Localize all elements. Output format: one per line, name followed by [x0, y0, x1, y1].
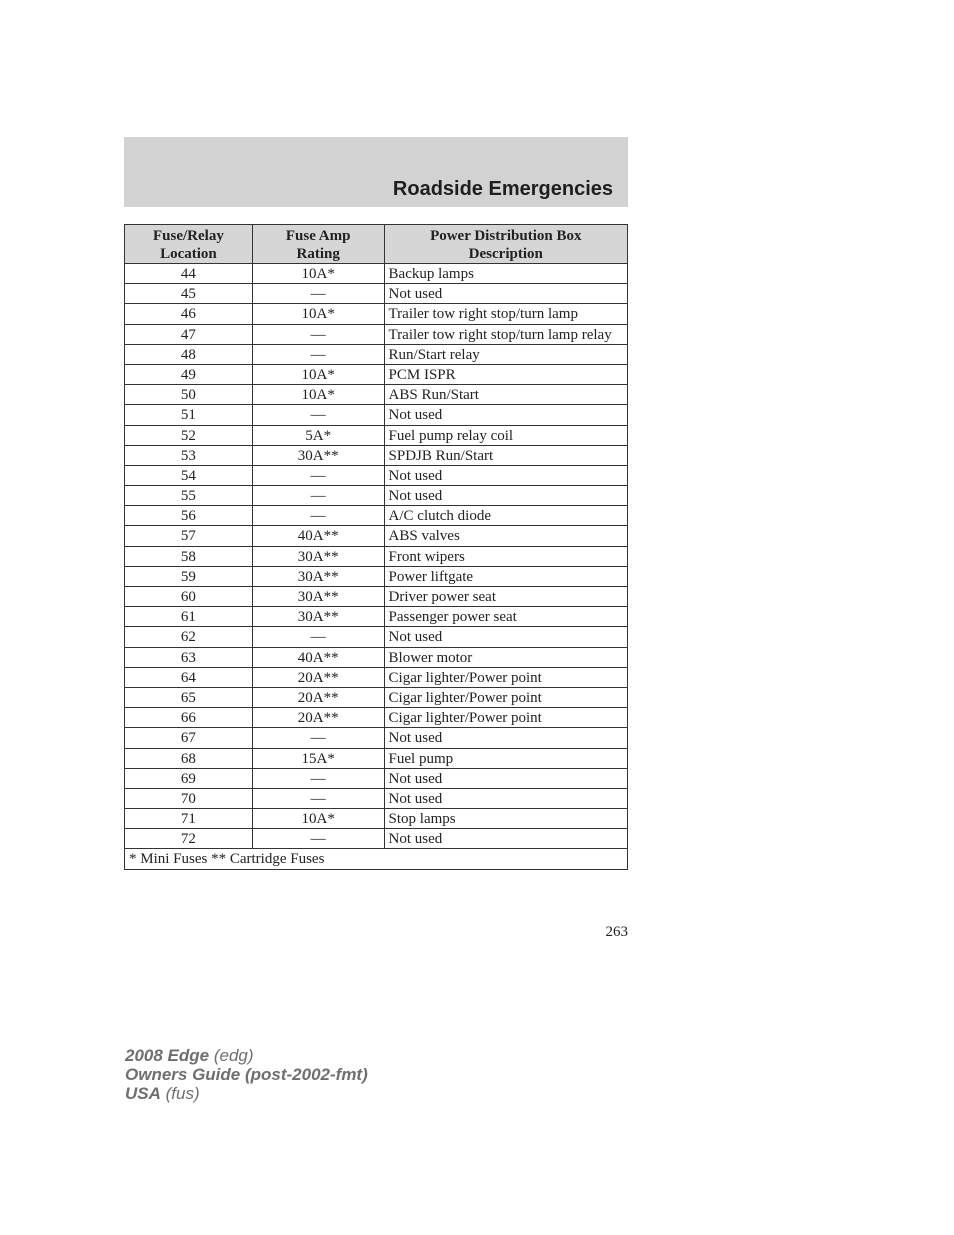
cell-location: 61: [125, 607, 253, 627]
footer-line-3: USA (fus): [125, 1084, 200, 1103]
cell-location: 55: [125, 486, 253, 506]
table-row: [125, 708, 628, 728]
table-row: [125, 284, 628, 304]
cell-location: 52: [125, 425, 253, 445]
cell-rating: 20A**: [252, 708, 384, 728]
cell-description: Fuel pump relay coil: [384, 425, 627, 445]
cell-rating: —: [252, 728, 384, 748]
cell-description: Not used: [384, 284, 627, 304]
cell-description: Cigar lighter/Power point: [384, 708, 627, 728]
cell-description: Not used: [384, 788, 627, 808]
cell-rating: 15A*: [252, 748, 384, 768]
table-header-row: [125, 225, 628, 264]
cell-rating: —: [252, 324, 384, 344]
cell-description: ABS Run/Start: [384, 385, 627, 405]
cell-description: A/C clutch diode: [384, 506, 627, 526]
cell-location: 54: [125, 465, 253, 485]
header-description: Power Distribution Box Description: [384, 225, 627, 264]
cell-description: Not used: [384, 829, 627, 849]
cell-location: 44: [125, 264, 253, 284]
table-row: [125, 728, 628, 748]
cell-location: 53: [125, 445, 253, 465]
cell-rating: —: [252, 284, 384, 304]
cell-description: Not used: [384, 405, 627, 425]
cell-location: 71: [125, 809, 253, 829]
cell-rating: 30A**: [252, 546, 384, 566]
table-row: [125, 566, 628, 586]
cell-location: 66: [125, 708, 253, 728]
cell-location: 65: [125, 687, 253, 707]
table-row: [125, 486, 628, 506]
table-row: [125, 647, 628, 667]
cell-location: 50: [125, 385, 253, 405]
cell-rating: 10A*: [252, 364, 384, 384]
cell-location: 46: [125, 304, 253, 324]
table-row: [125, 344, 628, 364]
table-row: [125, 607, 628, 627]
cell-location: 59: [125, 566, 253, 586]
cell-description: Blower motor: [384, 647, 627, 667]
cell-description: Trailer tow right stop/turn lamp relay: [384, 324, 627, 344]
table-row: [125, 425, 628, 445]
cell-rating: 20A**: [252, 687, 384, 707]
cell-location: 49: [125, 364, 253, 384]
cell-description: Fuel pump: [384, 748, 627, 768]
section-title: Roadside Emergencies: [392, 178, 613, 200]
cell-description: Trailer tow right stop/turn lamp: [384, 304, 627, 324]
cell-description: ABS valves: [384, 526, 627, 546]
cell-rating: 40A**: [252, 647, 384, 667]
table-row: [125, 465, 628, 485]
cell-description: Not used: [384, 728, 627, 748]
header-location: Fuse/Relay Location: [125, 225, 253, 264]
cell-description: Driver power seat: [384, 587, 627, 607]
cell-rating: 10A*: [252, 264, 384, 284]
table-row: [125, 506, 628, 526]
cell-rating: 20A**: [252, 667, 384, 687]
cell-description: Passenger power seat: [384, 607, 627, 627]
cell-location: 70: [125, 788, 253, 808]
table-footnote: * Mini Fuses ** Cartridge Fuses: [125, 849, 628, 869]
table-row: [125, 627, 628, 647]
cell-description: Cigar lighter/Power point: [384, 667, 627, 687]
cell-rating: —: [252, 344, 384, 364]
table-row: [125, 809, 628, 829]
footer-line-1: 2008 Edge (edg): [125, 1046, 254, 1065]
cell-rating: 30A**: [252, 587, 384, 607]
cell-rating: —: [252, 829, 384, 849]
table-row: [125, 667, 628, 687]
cell-rating: 30A**: [252, 445, 384, 465]
cell-description: Not used: [384, 465, 627, 485]
table-row: [125, 526, 628, 546]
cell-rating: —: [252, 768, 384, 788]
section-header-band: [124, 137, 628, 207]
cell-rating: 5A*: [252, 425, 384, 445]
header-rating: Fuse Amp Rating: [252, 225, 384, 264]
cell-location: 48: [125, 344, 253, 364]
document-footer: [125, 1046, 368, 1103]
table-row: [125, 445, 628, 465]
cell-rating: —: [252, 788, 384, 808]
table-row: [125, 324, 628, 344]
table-row: [125, 405, 628, 425]
cell-rating: 30A**: [252, 607, 384, 627]
cell-description: SPDJB Run/Start: [384, 445, 627, 465]
table-row: [125, 385, 628, 405]
cell-location: 67: [125, 728, 253, 748]
cell-location: 60: [125, 587, 253, 607]
cell-rating: 10A*: [252, 809, 384, 829]
cell-location: 58: [125, 546, 253, 566]
footer-line-2: Owners Guide (post-2002-fmt): [125, 1065, 368, 1084]
cell-description: Power liftgate: [384, 566, 627, 586]
table-row: [125, 829, 628, 849]
cell-rating: 30A**: [252, 566, 384, 586]
table-row: [125, 587, 628, 607]
table-row: [125, 264, 628, 284]
cell-location: 72: [125, 829, 253, 849]
cell-location: 51: [125, 405, 253, 425]
cell-rating: —: [252, 405, 384, 425]
cell-description: Run/Start relay: [384, 344, 627, 364]
cell-location: 57: [125, 526, 253, 546]
cell-rating: 10A*: [252, 304, 384, 324]
cell-location: 68: [125, 748, 253, 768]
cell-location: 63: [125, 647, 253, 667]
cell-rating: 10A*: [252, 385, 384, 405]
cell-description: Front wipers: [384, 546, 627, 566]
table-row: [125, 687, 628, 707]
cell-location: 69: [125, 768, 253, 788]
cell-location: 56: [125, 506, 253, 526]
cell-description: Not used: [384, 486, 627, 506]
cell-rating: —: [252, 465, 384, 485]
cell-location: 62: [125, 627, 253, 647]
cell-description: Backup lamps: [384, 264, 627, 284]
cell-description: Cigar lighter/Power point: [384, 687, 627, 707]
cell-rating: —: [252, 506, 384, 526]
cell-location: 47: [125, 324, 253, 344]
cell-description: PCM ISPR: [384, 364, 627, 384]
table-row: [125, 788, 628, 808]
cell-location: 45: [125, 284, 253, 304]
table-row: [125, 748, 628, 768]
table-row: [125, 304, 628, 324]
cell-description: Not used: [384, 627, 627, 647]
table-row: [125, 546, 628, 566]
table-row: [125, 768, 628, 788]
cell-location: 64: [125, 667, 253, 687]
cell-description: Stop lamps: [384, 809, 627, 829]
cell-rating: —: [252, 627, 384, 647]
footnote-row: [125, 849, 628, 869]
fuse-table: [124, 224, 628, 870]
cell-rating: 40A**: [252, 526, 384, 546]
cell-description: Not used: [384, 768, 627, 788]
cell-rating: —: [252, 486, 384, 506]
page-number: 263: [605, 924, 628, 940]
table-row: [125, 364, 628, 384]
